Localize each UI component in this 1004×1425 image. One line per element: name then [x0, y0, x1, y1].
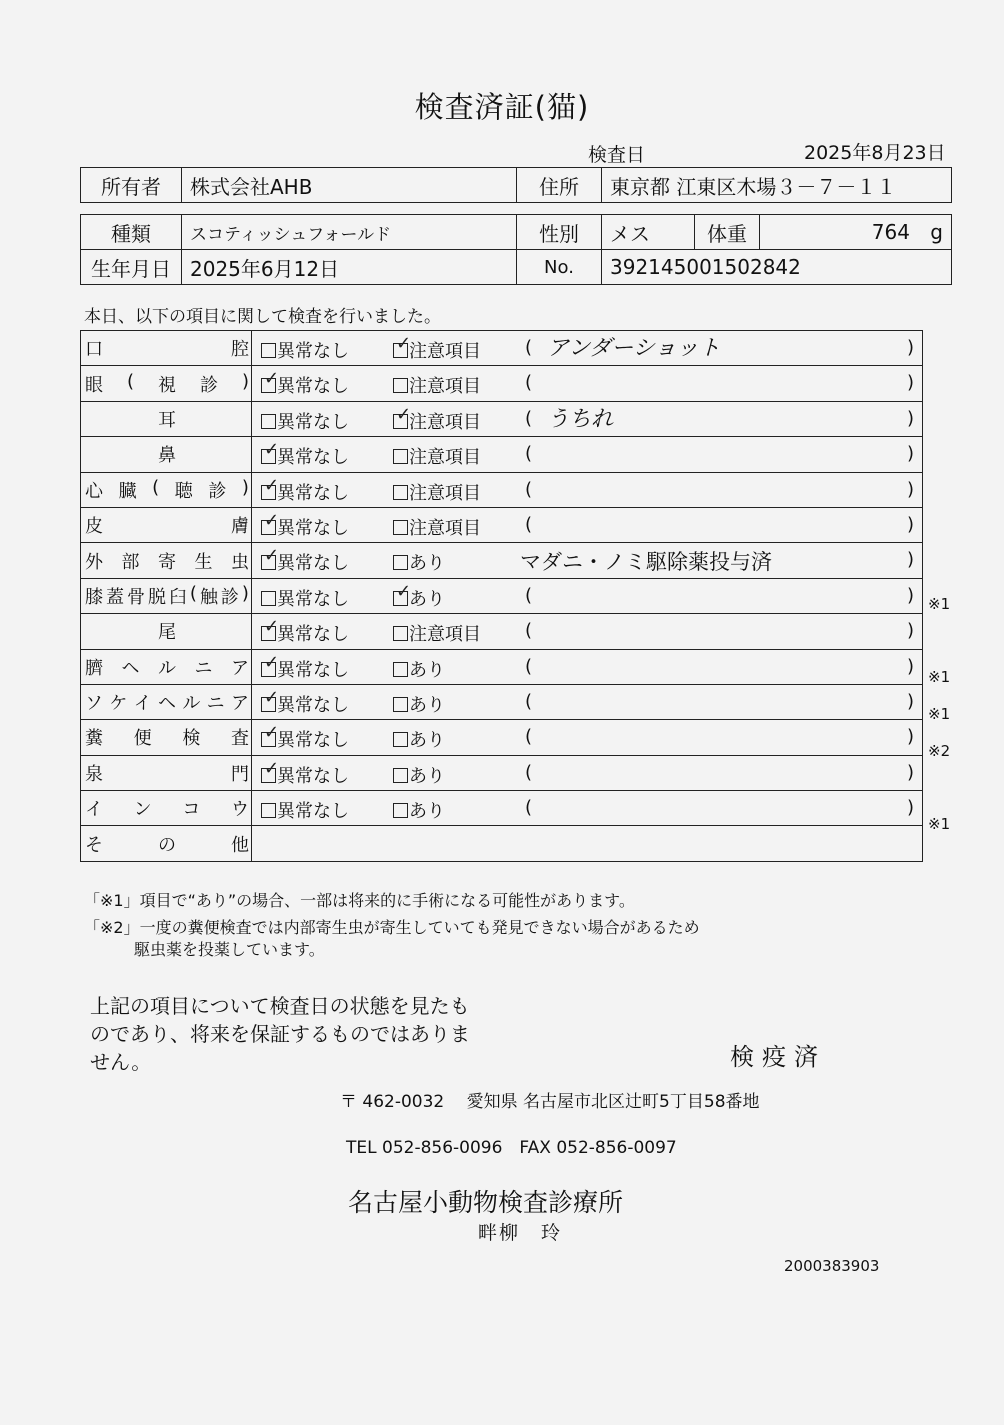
paren-open: ( [525, 726, 533, 748]
check-options [252, 507, 923, 542]
check-mark-icon: ✓ [264, 545, 280, 567]
check-item-char: ニ [206, 693, 225, 715]
option-normal[interactable] [261, 337, 349, 363]
checkbox-icon[interactable] [261, 509, 280, 535]
footnote-mark: ※1 [928, 595, 951, 614]
footnote-mark: ※1 [928, 705, 951, 723]
check-mark-icon: ✓ [396, 403, 412, 425]
check-item-char: 査 [230, 728, 249, 750]
check-item-label [81, 366, 252, 401]
check-options [252, 366, 923, 401]
birth-label: 生年月日 [81, 250, 182, 285]
other-label-char: 他 [231, 834, 249, 856]
option-label: 注意項目 [409, 517, 481, 539]
check-item-label [81, 331, 252, 366]
check-item-char: 診 [208, 480, 227, 502]
option-attention[interactable] [393, 372, 481, 398]
check-item-char: 骨 [126, 586, 145, 608]
check-item-char: 脱 [147, 586, 166, 608]
check-item-char: 皮 [85, 516, 103, 538]
check-item-label [81, 401, 252, 436]
check-item-char: 生 [194, 551, 213, 573]
option-label: あり [409, 801, 445, 823]
check-options [252, 437, 923, 472]
option-normal[interactable] [261, 474, 349, 505]
option-attention[interactable] [393, 797, 445, 823]
option-normal[interactable] [261, 368, 349, 398]
paren-open: ( [525, 372, 533, 394]
paren-close: ) [906, 655, 914, 677]
option-label: 異常なし [277, 730, 349, 752]
checkbox-icon[interactable] [393, 768, 408, 783]
check-item-char: 便 [133, 728, 152, 750]
option-normal[interactable] [261, 616, 349, 646]
check-item-char: ヘ [121, 657, 140, 679]
check-options [252, 684, 923, 719]
option-label: 異常なし [277, 517, 349, 539]
option-attention[interactable] [393, 479, 481, 505]
paren-close: ) [906, 407, 914, 429]
option-attention[interactable] [393, 549, 445, 575]
checkbox-icon[interactable] [393, 662, 408, 677]
check-item-label [81, 543, 252, 578]
check-item-char: ア [230, 693, 249, 715]
option-normal[interactable] [261, 545, 349, 575]
option-normal[interactable] [261, 722, 349, 752]
check-item-char: 臓 [118, 480, 137, 502]
paren-open: ( [525, 407, 533, 429]
option-label: 異常なし [277, 624, 349, 646]
paren-close: ) [906, 337, 914, 358]
option-label: 異常なし [277, 553, 349, 575]
owner-value: 株式会社AHB [182, 168, 517, 203]
check-row [81, 331, 923, 366]
paren-open: ( [525, 443, 533, 465]
paren-open: ( [525, 655, 533, 677]
check-mark-icon: ✓ [264, 368, 280, 390]
check-options [252, 720, 923, 755]
check-row [81, 507, 923, 542]
checkbox-icon[interactable] [261, 651, 280, 677]
option-label: 注意項目 [409, 624, 481, 646]
check-item-char: 外 [85, 551, 103, 573]
check-item-char: イ [133, 693, 152, 715]
option-attention[interactable] [393, 726, 445, 752]
clinic-name: 名古屋小動物検査診療所 [348, 1188, 624, 1217]
checkbox-icon[interactable] [393, 520, 408, 535]
other-label-char: の [158, 834, 176, 856]
option-label: 異常なし [277, 765, 349, 787]
check-row [81, 578, 923, 613]
check-row [81, 614, 923, 649]
check-item-char: 部 [121, 551, 140, 573]
check-item-char: 虫 [231, 551, 249, 573]
check-item-label [81, 578, 252, 613]
check-item-char: 検 [182, 728, 201, 750]
option-label: 異常なし [277, 411, 349, 433]
option-attention[interactable] [393, 691, 445, 717]
option-normal[interactable] [261, 585, 349, 611]
check-item-char: ) [241, 476, 249, 498]
checkbox-icon[interactable] [261, 616, 280, 641]
no-label: No. [517, 250, 602, 285]
option-label: あり [409, 694, 445, 716]
checkbox-icon[interactable] [393, 626, 408, 641]
paren-open: ( [525, 584, 533, 606]
vet-name: 畔柳 玲 [478, 1222, 563, 1244]
check-item-label [81, 684, 252, 719]
check-mark-icon: ✓ [396, 580, 412, 602]
option-label: あり [409, 553, 445, 575]
footnote-mark: ※1 [928, 814, 951, 833]
checkbox-icon[interactable] [261, 686, 280, 712]
paren-close: ) [906, 690, 914, 712]
check-item-label [81, 614, 252, 649]
check-item-text: 尾 [158, 622, 176, 644]
breed-value: スコティッシュフォールド [182, 215, 517, 250]
clinic-address: 〒 462-0032 愛知県 名古屋市北区辻町5丁目58番地 [340, 1092, 760, 1112]
option-normal[interactable] [261, 797, 349, 823]
paren-open: ( [525, 513, 533, 535]
check-item-char: 寄 [158, 551, 176, 573]
paren-open: ( [525, 690, 533, 712]
checkbox-icon[interactable] [393, 803, 408, 818]
check-item-text: 耳 [158, 409, 176, 431]
option-label: 異常なし [277, 801, 349, 823]
paren-close: ) [906, 726, 914, 748]
check-item-char: ) [241, 370, 249, 392]
owner-table [80, 167, 952, 203]
checkbox-icon[interactable] [261, 803, 276, 818]
check-row-other [81, 826, 923, 861]
footnote-mark: ※2 [928, 741, 951, 760]
option-label: あり [409, 588, 445, 610]
option-label: 異常なし [277, 482, 349, 504]
option-label: 異常なし [277, 694, 349, 716]
check-item-char: 眼 [85, 374, 103, 396]
paren-open: ( [525, 620, 533, 642]
check-item-char: 心 [85, 480, 103, 502]
address-value: 東京都 江東区木場３－７－１１ [602, 168, 952, 203]
weight-unit: g [930, 220, 943, 244]
checkbox-icon[interactable] [393, 485, 408, 500]
option-attention[interactable] [393, 762, 445, 788]
paren-close: ) [906, 513, 914, 535]
check-item-char: 視 [158, 374, 176, 396]
check-item-char: 糞 [85, 728, 103, 750]
check-item-char: ル [182, 693, 201, 715]
checkbox-icon[interactable] [393, 449, 408, 464]
inspection-date-label: 検査日 [588, 144, 646, 166]
disclaimer: 上記の項目について検査日の状態を見たものであり、将来を保証するものではありません。 [90, 994, 470, 1074]
check-item-char: ヘ [157, 693, 176, 715]
check-row [81, 401, 923, 436]
paren-close: ) [906, 761, 914, 783]
check-row [81, 755, 923, 790]
check-item-label [81, 791, 252, 826]
option-normal[interactable] [261, 651, 349, 682]
serial-number: 2000383903 [784, 1257, 880, 1275]
checkbox-icon[interactable] [393, 555, 408, 570]
checkbox-icon[interactable] [393, 580, 412, 606]
other-label-char: そ [85, 834, 103, 856]
check-mark-icon: ✓ [264, 474, 280, 496]
option-label: 異常なし [277, 376, 349, 398]
breed-label: 種類 [81, 215, 182, 250]
paren-close: ) [906, 478, 914, 500]
checkbox-icon[interactable] [261, 545, 280, 570]
check-item-char: 泉 [85, 763, 103, 785]
check-mark-icon: ✓ [264, 616, 280, 638]
quarantine-stamp: 検疫済 [730, 1043, 826, 1071]
option-label: 異常なし [277, 659, 349, 681]
check-item-char: コ [182, 799, 201, 821]
paren-open: ( [525, 761, 533, 783]
check-item-char: ソ [85, 693, 103, 715]
checkbox-icon[interactable] [261, 591, 276, 606]
option-label: 異常なし [277, 341, 349, 362]
check-item-char: ウ [230, 799, 249, 821]
check-item-char: 診 [220, 586, 239, 608]
option-normal[interactable] [261, 439, 349, 469]
check-options [252, 401, 923, 436]
inspection-date: 2025年8月23日 [804, 142, 946, 164]
checkbox-icon[interactable] [393, 403, 412, 429]
checkbox-icon[interactable] [261, 474, 280, 500]
pet-table [80, 214, 952, 285]
checkbox-icon[interactable] [261, 414, 276, 429]
check-item-char: 臍 [85, 657, 103, 679]
paren-close: ) [906, 549, 914, 571]
footnote-2-cont: 駆虫薬を投薬しています。 [134, 940, 325, 959]
page-title: 検査済証(猫) [414, 90, 590, 124]
check-options [252, 578, 923, 613]
other-label [81, 826, 252, 861]
check-row [81, 791, 923, 826]
check-item-char: ア [231, 657, 249, 679]
checkbox-icon[interactable] [261, 368, 280, 393]
check-mark-icon: ✓ [264, 757, 280, 779]
check-row [81, 472, 923, 507]
paren-close: ) [906, 797, 914, 819]
checkbox-icon[interactable] [261, 439, 280, 464]
check-row [81, 649, 923, 684]
check-item-char: イ [85, 799, 103, 821]
check-item-char: ン [133, 799, 152, 821]
check-item-char: 聴 [174, 480, 193, 502]
check-item-char: 診 [199, 374, 218, 396]
checks-table [80, 330, 923, 862]
paren-open: ( [525, 337, 533, 358]
footnote-mark: ※1 [928, 668, 951, 687]
paren-close: ) [906, 372, 914, 394]
option-attention[interactable] [393, 656, 445, 682]
check-mark-icon: ✓ [264, 439, 280, 461]
check-options [252, 331, 923, 366]
sex-value: メス [602, 215, 695, 250]
option-label: 注意項目 [409, 447, 481, 469]
check-mark-icon: ✓ [264, 686, 280, 708]
option-attention[interactable] [393, 620, 481, 646]
paren-close: ) [906, 584, 914, 606]
check-options [252, 614, 923, 649]
birth-value: 2025年6月12日 [182, 250, 517, 285]
option-attention[interactable] [393, 443, 481, 469]
option-label: あり [409, 730, 445, 752]
check-options [252, 755, 923, 790]
address-label: 住所 [517, 168, 602, 203]
check-item-char: ) [241, 582, 249, 604]
weight-cell [760, 215, 952, 250]
option-attention[interactable] [393, 580, 445, 611]
check-item-char: 門 [231, 763, 249, 785]
check-row [81, 366, 923, 401]
paren-close: ) [906, 620, 914, 642]
check-row [81, 720, 923, 755]
clinic-phone: TEL 052-856-0096 FAX 052-856-0097 [346, 1138, 677, 1158]
footnote-1: 「※1」項目で“あり”の場合、一部は将来的に手術になる可能性があります。 [84, 891, 635, 910]
check-options [252, 543, 923, 578]
check-mark-icon: ✓ [264, 651, 280, 673]
check-item-label [81, 472, 252, 507]
check-note: マダニ・ノミ駆除薬投与済 [520, 550, 772, 575]
option-label: 注意項目 [409, 411, 481, 433]
check-item-char: ニ [194, 657, 213, 679]
weight-value: 764 [871, 220, 910, 244]
option-normal[interactable] [261, 757, 349, 788]
check-mark-icon: ✓ [264, 722, 280, 744]
check-note: うちれ [547, 406, 614, 432]
option-label: 注意項目 [409, 341, 481, 362]
check-item-char: 膚 [231, 516, 249, 538]
check-item-label [81, 720, 252, 755]
check-item-label [81, 755, 252, 790]
checkbox-icon[interactable] [393, 732, 408, 747]
check-item-label [81, 649, 252, 684]
check-options [252, 649, 923, 684]
intro-text: 本日、以下の項目に関して検査を行いました。 [84, 307, 441, 327]
owner-label: 所有者 [81, 168, 182, 203]
checkbox-icon[interactable] [261, 343, 276, 358]
check-row [81, 437, 923, 472]
checkbox-icon[interactable] [261, 722, 280, 747]
check-item-char: 膝 [85, 586, 103, 608]
check-item-char: 臼 [168, 586, 187, 608]
check-row [81, 543, 923, 578]
check-item-char: 蓋 [105, 586, 124, 608]
check-item-char: 口 [85, 339, 103, 361]
paren-close: ) [906, 443, 914, 465]
check-item-char: ( [152, 476, 160, 498]
option-normal[interactable] [261, 686, 349, 717]
option-label: 異常なし [277, 588, 349, 610]
check-item-char: ケ [109, 693, 128, 715]
check-mark-icon: ✓ [396, 333, 412, 354]
option-attention[interactable] [393, 403, 481, 434]
other-value[interactable] [252, 826, 923, 861]
checkbox-icon[interactable] [393, 697, 408, 712]
option-label: 異常なし [277, 447, 349, 469]
check-item-char: ( [189, 582, 197, 604]
option-label: 注意項目 [409, 482, 481, 504]
check-item-label [81, 437, 252, 472]
check-note: アンダーショット [547, 336, 721, 361]
option-label: あり [409, 765, 445, 787]
option-attention[interactable] [393, 333, 481, 363]
sex-label: 性別 [517, 215, 602, 250]
checkbox-icon[interactable] [393, 333, 412, 358]
check-item-char: ( [126, 370, 135, 392]
check-item-label [81, 507, 252, 542]
paren-open: ( [525, 478, 533, 500]
option-normal[interactable] [261, 408, 349, 434]
option-label: あり [409, 659, 445, 681]
check-item-char: 触 [199, 586, 218, 608]
option-attention[interactable] [393, 514, 481, 540]
option-label: 注意項目 [409, 376, 481, 398]
checkbox-icon[interactable] [393, 378, 408, 393]
footnote-2: 「※2」一度の糞便検査では内部寄生虫が寄生していても発見できない場合があるため [84, 918, 700, 937]
check-options [252, 472, 923, 507]
check-item-char: ル [158, 657, 176, 679]
check-mark-icon: ✓ [264, 509, 280, 531]
checkbox-icon[interactable] [261, 757, 280, 783]
check-item-text: 鼻 [158, 445, 176, 467]
option-normal[interactable] [261, 509, 349, 540]
no-value: 392145001502842 [602, 250, 952, 285]
paren-open: ( [525, 797, 533, 819]
check-row [81, 684, 923, 719]
check-options [252, 791, 923, 826]
weight-label: 体重 [695, 215, 760, 250]
check-item-char: 腔 [231, 339, 249, 361]
